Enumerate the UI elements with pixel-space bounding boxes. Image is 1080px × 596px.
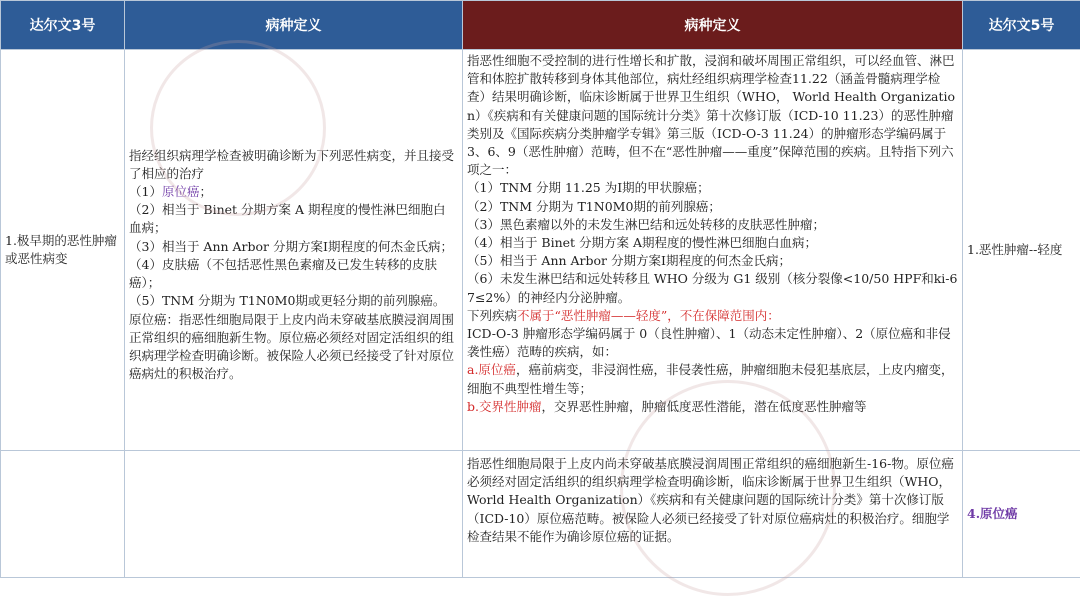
def5-item6: （6）未发生淋巴结和远处转移且 WHO 分级为 G1 级别（核分裂像<10/50 HPF和ki-67≤2%）的神经内分泌肿瘤。 <box>467 270 958 306</box>
def3-cis: 原位癌：指恶性细胞局限于上皮内尚未穿破基底膜浸润周围正常组织的癌细胞新生物。原位癌必须经对固定活组织的组织病理学检查明确诊断。被保险人必须已经接受了针对原位癌病灶的积极治疗。 <box>129 311 458 384</box>
row2-darwin5-definition: 指恶性细胞局限于上皮内尚未穿破基底膜浸润周围正常组织的癌细胞新生-16-物。原位癌必须经对固定活组织的组织病理学检查明确诊断，临床诊断属于世界卫生组织（WHO， World Health Organization）《疾病和有关健康问题的国际统计分类》第十次修订版（ICD-10）原位癌范畴。被保险人必须已经接受了针对原位癌病灶的积极治疗。细胞学检查结果不能作为确诊原位癌的证据。 <box>463 451 963 578</box>
def5-item3: （3）黑色素瘤以外的未发生淋巴结和远处转移的皮肤恶性肿瘤； <box>467 216 958 234</box>
def5-item5: （5）相当于 Ann Arbor 分期方案Ⅰ期程度的何杰金氏病； <box>467 252 958 270</box>
def5-item1: （1）TNM 分期 11.25 为Ⅰ期的甲状腺癌； <box>467 179 958 197</box>
def5-item-b <box>467 398 958 416</box>
header-darwin5: 达尔文5号 <box>963 1 1080 50</box>
row2-disease-name <box>1 451 125 578</box>
row1-darwin3-definition <box>125 50 463 451</box>
header-row <box>1 1 1080 50</box>
row1-darwin5-definition <box>463 50 963 451</box>
header-definition-right: 病种定义 <box>463 1 963 50</box>
def3-item1-term: 原位癌 <box>162 184 200 199</box>
header-darwin3: 达尔文3号 <box>1 1 125 50</box>
def3-item2: （2）相当于 Binet 分期方案 A 期程度的慢性淋巴细胞白血病； <box>129 201 458 237</box>
def5-item-a-body: ，癌前病变，非浸润性癌，非侵袭性癌，肿瘤细胞未侵犯基底层，上皮内瘤变，细胞不典型性增生等； <box>467 362 953 395</box>
def5-item-a-label: a.原位癌 <box>467 362 516 377</box>
def5-item-b-body: ，交界恶性肿瘤，肿瘤低度恶性潜能，潜在低度恶性肿瘤等 <box>541 399 866 414</box>
row1-darwin5-name: 1.恶性肿瘤--轻度 <box>963 50 1080 451</box>
def3-item4: （4）皮肤癌（不包括恶性黑色素瘤及已发生转移的皮肤癌）； <box>129 256 458 292</box>
row2-darwin5-name: 4.原位癌 <box>963 451 1080 578</box>
def3-item1-suffix: ； <box>199 184 212 199</box>
def5-exclusion-body: ICD-O-3 肿瘤形态学编码属于 0（良性肿瘤）、1（动态未定性肿瘤）、2（原位癌和非侵袭性癌）范畴的疾病，如： <box>467 325 958 361</box>
header-definition-left: 病种定义 <box>125 1 463 50</box>
def5-exclusion-prefix: 下列疾病 <box>467 308 517 323</box>
table-row <box>1 451 1080 578</box>
def3-item3: （3）相当于 Ann Arbor 分期方案Ⅰ期程度的何杰金氏病； <box>129 238 458 256</box>
def3-intro: 指经组织病理学检查被明确诊断为下列恶性病变，并且接受了相应的治疗 <box>129 147 458 183</box>
def5-item4: （4）相当于 Binet 分期方案 A期程度的慢性淋巴细胞白血病； <box>467 234 958 252</box>
def5-item2: （2）TNM 分期为 T1N0M0期的前列腺癌； <box>467 198 958 216</box>
table-row <box>1 50 1080 451</box>
def5-intro: 指恶性细胞不受控制的进行性增长和扩散，浸润和破坏周围正常组织，可以经血管、淋巴管和体腔扩散转移到身体其他部位，病灶经组织病理学检查11.22（涵盖骨髓病理学检查）结果明确诊断，临床诊断属于世界卫生组织（WHO， World Health Organization）《疾病和有关健康问题的国际统计分类》第十次修订版（ICD-10 11.23）的恶性肿瘤类别及《国际疾病分类肿瘤学专辑》第三版（ICD-O-3 11.24）的肿瘤形态学编码属于 3、6、9（恶性肿瘤）范畴，但不在“恶性肿瘤——重度”保障范围的疾病。且特指下列六项之一： <box>467 52 958 179</box>
def3-item1-prefix: （1） <box>129 184 162 199</box>
def3-item5: （5）TNM 分期为 T1N0M0期或更轻分期的前列腺癌。 <box>129 292 458 310</box>
row1-disease-name: 1.极早期的恶性肿瘤或恶性病变 <box>1 50 125 451</box>
row2-darwin3-definition <box>125 451 463 578</box>
def5-exclusion <box>467 307 958 325</box>
def5-exclusion-red: 不属于“恶性肿瘤——轻度”，不在保障范围内： <box>517 308 780 323</box>
def5-item-b-label: b.交界性肿瘤 <box>467 399 541 414</box>
def3-item1 <box>129 183 458 201</box>
def5-item-a <box>467 361 958 397</box>
